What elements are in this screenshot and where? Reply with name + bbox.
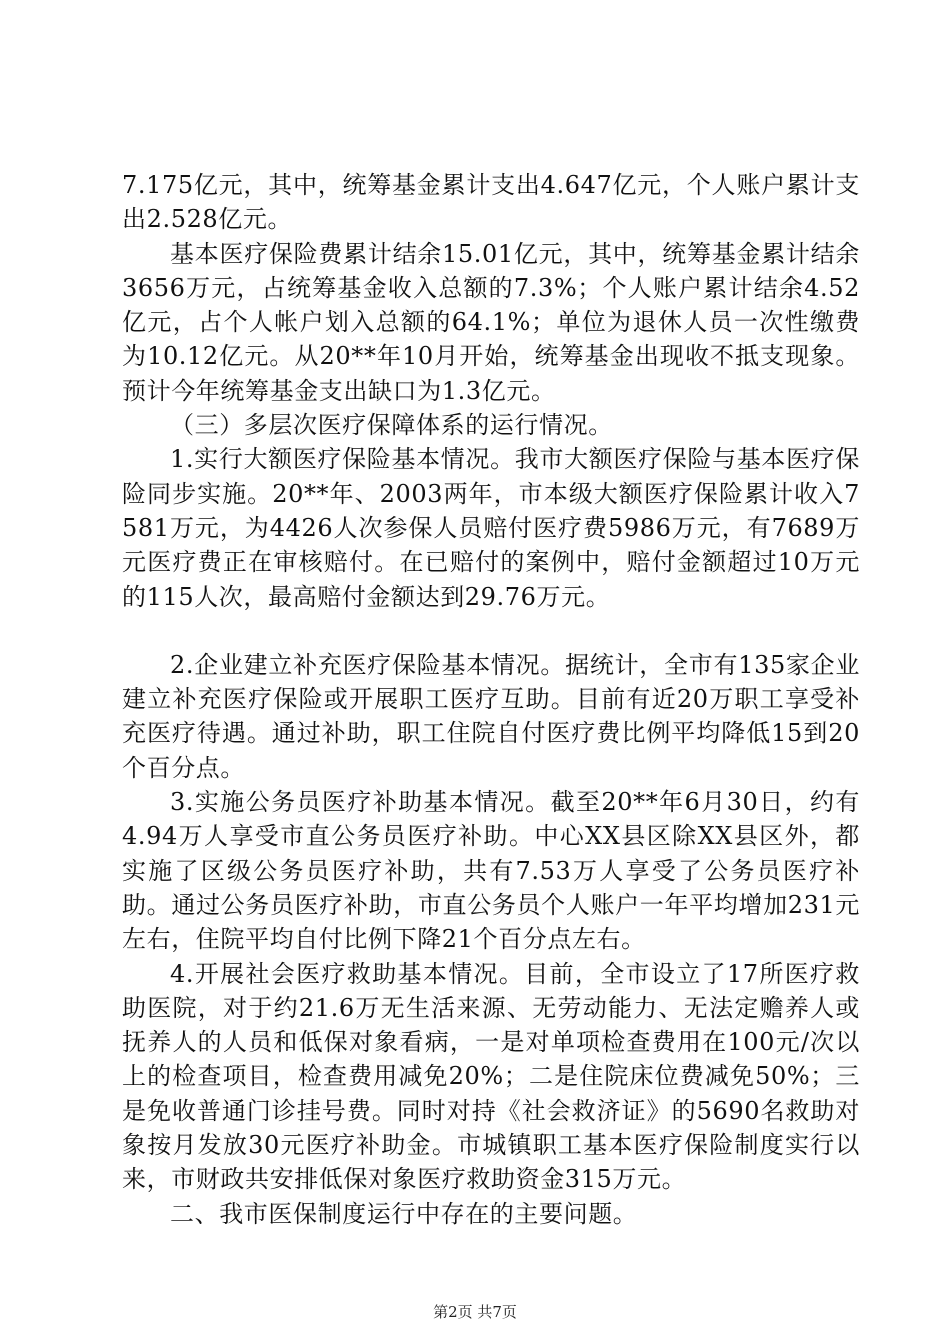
page-footer xyxy=(0,1302,950,1322)
paragraph-supplementary-insurance: 2.企业建立补充医疗保险基本情况。据统计，全市有135家企业建立补充医疗保险或开展职工医疗互助。目前有近20万职工享受补充医疗待遇。通过补助，职工住院自付医疗费比例平均降低15到20个百分点。 xyxy=(122,650,860,782)
paragraph-social-medical-aid: 4.开展社会医疗救助基本情况。目前，全市设立了17所医疗救助医院，对于约21.6万无生活来源、无劳动能力、无法定赡养人或抚养人的人员和低保对象看病，一是对单项检查费用在100元/次以上的检查项目，检查费用减免20%；二是住院床位费减免50%；三是免收普通门诊挂号费。同时对持《社会救济证》的5690名救助对象按月发放30元医疗补助金。市城镇职工基本医疗保险制度实行以来，市财政共安排低保对象医疗救助资金315万元。 xyxy=(122,959,860,1194)
section-heading-multilevel-security: （三）多层次医疗保障体系的运行情况。 xyxy=(170,411,613,440)
paragraph-civil-servant-subsidy: 3.实施公务员医疗补助基本情况。截至20**年6月30日，约有4.94万人享受市直公务员医疗补助。中心XX县区除XX县区外，都实施了区级公务员医疗补助，共有7.53万人享受了公务员医疗补助。通过公务员医疗补助，市直公务员个人账户一年平均增加231元左右，住院平均自付比例下降21个百分点左右。 xyxy=(122,788,860,954)
page-number-label: 第2页 共7页 xyxy=(433,1303,517,1321)
paragraph-fund-balance: 基本医疗保险费累计结余15.01亿元，其中，统筹基金累计结余3656万元，占统筹基金收入总额的7.3%；个人账户累计结余4.52亿元，占个人帐户划入总额的64.1%；单位为退休人员一次性缴费为10.12亿元。从20**年10月开始，统筹基金出现收不抵支现象。预计今年统筹基金支出缺口为1.3亿元。 xyxy=(122,239,860,405)
paragraph-expenditure-continued: 7.175亿元，其中，统筹基金累计支出4.647亿元，个人账户累计支出2.528亿元。 xyxy=(122,171,860,234)
paragraph-large-amount-insurance: 1.实行大额医疗保险基本情况。我市大额医疗保险与基本医疗保险同步实施。20**年、2003两年，市本级大额医疗保险累计收入7581万元，为4426人次参保人员赔付医疗费5986万元，有7689万元医疗费正在审核赔付。在已赔付的案例中，赔付金额超过10万元的115人次，最高赔付金额达到29.76万元。 xyxy=(122,445,860,611)
section-heading-main-problems: 二、我市医保制度运行中存在的主要问题。 xyxy=(170,1199,638,1228)
document-body xyxy=(122,168,860,1231)
